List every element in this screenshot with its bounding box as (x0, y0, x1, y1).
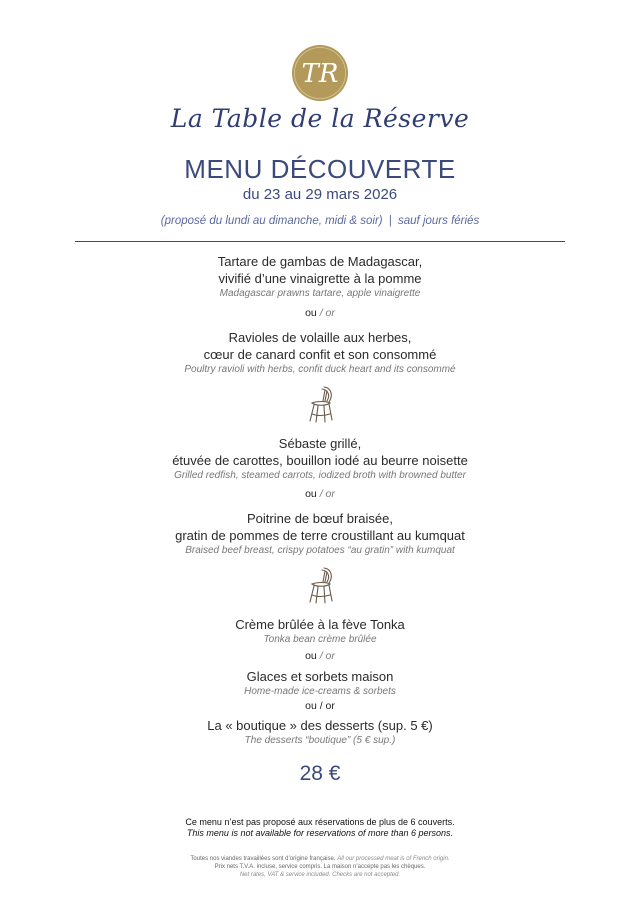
dish-name-en: Madagascar prawns tartare, apple vinaigrette (219, 288, 421, 299)
or-slash: / (319, 650, 323, 662)
dish-desc-fr: étuvée de carottes, bouillon iodé au beurre noisette (172, 453, 468, 468)
availability-text: (proposé du lundi au dimanche, midi & soir) (160, 215, 383, 227)
or-separator (0, 307, 640, 319)
dish-name-en: Tonka bean crème brûlée (263, 634, 377, 645)
dish-name-fr: Tartare de gambas de Madagascar, (217, 254, 423, 269)
logo-letters: TR (301, 59, 339, 89)
bistro-chair-icon (302, 565, 338, 605)
main-item (0, 435, 640, 482)
reservation-notice-fr: Ce menu n’est pas proposé aux réservations de plus de 6 couverts. (185, 817, 455, 827)
or-fr: ou (305, 650, 317, 662)
or-en: or (325, 307, 335, 319)
or-en: or (325, 650, 335, 662)
dessert-item (0, 668, 640, 698)
starter-item (0, 329, 640, 376)
availability-separator: | (388, 215, 392, 227)
dish-name-fr: Ravioles de volaille aux herbes, (228, 330, 412, 345)
or-fr: ou (305, 488, 317, 500)
main-item (0, 510, 640, 557)
footer-meat-fr: Toutes nos viandes travaillées sont d’origine française. (190, 856, 336, 862)
availability-exception: sauf jours fériés (398, 215, 480, 227)
or-separator: ou / or (305, 700, 335, 712)
availability-line (0, 215, 640, 227)
dish-name-en: Grilled redfish, steamed carrots, iodized broth with browned butter (174, 470, 466, 481)
or-fr: ou (305, 307, 317, 319)
starter-item (0, 253, 640, 300)
menu-price: 28 € (299, 762, 341, 785)
footer-prices-fr: Prix nets T.V.A. incluse, service compris. La maison n’accepte pas les chèques. (214, 864, 426, 870)
footer-prices-en: Net rates, VAT & service included. Checks are not accepted. (239, 872, 401, 878)
or-slash: / (319, 488, 323, 500)
footer-meat-origin (0, 855, 640, 863)
dish-name-fr: Crème brûlée à la fève Tonka (235, 617, 405, 632)
or-separator (0, 488, 640, 500)
menu-dates: du 23 au 29 mars 2026 (242, 186, 398, 203)
dish-name-en: Braised beef breast, crispy potatoes “au gratin” with kumquat (185, 545, 455, 556)
dish-name-fr: Poitrine de bœuf braisée, (247, 511, 393, 526)
dish-desc-fr: vivifié d’une vinaigrette à la pomme (218, 271, 422, 286)
dish-name-fr: La « boutique » des desserts (sup. 5 €) (207, 718, 433, 733)
footer-meat-en: All our processed meat is of French origin. (337, 856, 450, 862)
header-divider (75, 241, 565, 242)
bistro-chair-icon (302, 384, 338, 424)
dish-name-en: Home-made ice-creams & sorbets (244, 686, 396, 697)
dish-name-en: Poultry ravioli with herbs, confit duck heart and its consommé (184, 364, 456, 375)
dish-name-en: The desserts “boutique” (5 € sup.) (244, 735, 396, 746)
or-separator (0, 650, 640, 662)
dessert-item (0, 717, 640, 747)
reservation-notice-en: This menu is not available for reservations of more than 6 persons. (186, 828, 454, 838)
menu-title: MENU DÉCOUVERTE (184, 154, 456, 184)
dish-name-fr: Glaces et sorbets maison (246, 669, 394, 684)
dessert-item (0, 616, 640, 646)
tr-monogram-logo-icon (291, 44, 349, 102)
restaurant-name: La Table de la Réserve (170, 104, 470, 133)
or-en: or (325, 488, 335, 500)
dish-name-fr: Sébaste grillé, (278, 436, 362, 451)
dish-desc-fr: cœur de canard confit et son consommé (203, 347, 437, 362)
dish-desc-fr: gratin de pommes de terre croustillant au kumquat (175, 528, 465, 543)
or-slash: / (319, 307, 323, 319)
